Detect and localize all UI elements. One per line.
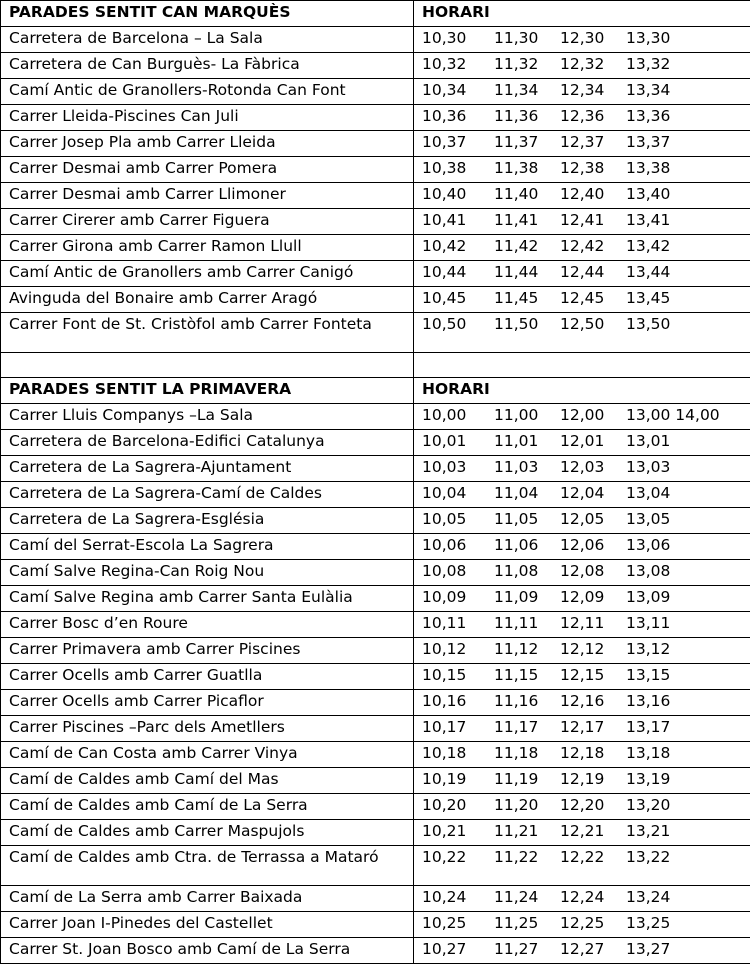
departure-time: 12,01 bbox=[560, 432, 626, 451]
table-row bbox=[1, 612, 750, 638]
stop-times bbox=[414, 508, 750, 534]
departure-time: 12,00 bbox=[560, 406, 626, 425]
stop-times bbox=[414, 105, 750, 131]
departure-time: 13,38 bbox=[626, 159, 670, 178]
departure-time: 10,00 bbox=[422, 406, 494, 425]
departure-time: 10,22 bbox=[422, 848, 494, 867]
stop-name: Camí Antic de Granollers amb Carrer Canigó bbox=[1, 261, 414, 287]
schedule-column-header: HORARI bbox=[414, 378, 750, 404]
stop-times bbox=[414, 287, 750, 313]
section-header-row bbox=[1, 378, 750, 404]
departure-time: 10,12 bbox=[422, 640, 494, 659]
departure-time: 10,40 bbox=[422, 185, 494, 204]
stop-name: Camí de Caldes amb Camí del Mas bbox=[1, 768, 414, 794]
departure-time: 10,04 bbox=[422, 484, 494, 503]
departure-time: 12,30 bbox=[560, 29, 626, 48]
departure-time: 12,15 bbox=[560, 666, 626, 685]
departure-time: 11,22 bbox=[494, 848, 560, 867]
stop-times bbox=[414, 912, 750, 938]
stop-times bbox=[414, 209, 750, 235]
departure-time: 11,19 bbox=[494, 770, 560, 789]
departure-time: 12,25 bbox=[560, 914, 626, 933]
table-row bbox=[1, 690, 750, 716]
stop-name: Carrer Piscines –Parc dels Ametllers bbox=[1, 716, 414, 742]
departure-time: 10,08 bbox=[422, 562, 494, 581]
table-row bbox=[1, 430, 750, 456]
departure-time: 12,37 bbox=[560, 133, 626, 152]
section-header-row bbox=[1, 1, 750, 27]
stop-times bbox=[414, 534, 750, 560]
empty-cell bbox=[1, 353, 414, 378]
departure-time: 13,17 bbox=[626, 718, 670, 737]
stop-times bbox=[414, 716, 750, 742]
departure-time: 10,06 bbox=[422, 536, 494, 555]
departure-time: 10,38 bbox=[422, 159, 494, 178]
departure-time: 11,36 bbox=[494, 107, 560, 126]
departure-time: 11,50 bbox=[494, 315, 560, 334]
table-row bbox=[1, 794, 750, 820]
stop-name: Carretera de Barcelona-Edifici Catalunya bbox=[1, 430, 414, 456]
departure-time: 11,05 bbox=[494, 510, 560, 529]
departure-time: 12,38 bbox=[560, 159, 626, 178]
departure-time: 10,24 bbox=[422, 888, 494, 907]
departure-time: 13,00 14,00 bbox=[626, 406, 720, 425]
departure-time: 12,45 bbox=[560, 289, 626, 308]
table-row bbox=[1, 768, 750, 794]
table-row bbox=[1, 287, 750, 313]
table-row bbox=[1, 820, 750, 846]
stop-name: Carrer Ocells amb Carrer Picaflor bbox=[1, 690, 414, 716]
departure-time: 10,44 bbox=[422, 263, 494, 282]
stop-times bbox=[414, 938, 750, 964]
departure-time: 13,22 bbox=[626, 848, 670, 867]
departure-time: 13,19 bbox=[626, 770, 670, 789]
stop-times bbox=[414, 768, 750, 794]
stop-times bbox=[414, 612, 750, 638]
departure-time: 10,42 bbox=[422, 237, 494, 256]
stop-name: Carretera de Can Burguès- La Fàbrica bbox=[1, 53, 414, 79]
departure-time: 11,24 bbox=[494, 888, 560, 907]
stop-times bbox=[414, 27, 750, 53]
departure-time: 11,44 bbox=[494, 263, 560, 282]
table-row bbox=[1, 404, 750, 430]
departure-time: 10,25 bbox=[422, 914, 494, 933]
table-row bbox=[1, 938, 750, 964]
stop-times bbox=[414, 456, 750, 482]
departure-time: 11,16 bbox=[494, 692, 560, 711]
departure-time: 10,36 bbox=[422, 107, 494, 126]
stop-name: Camí de La Serra amb Carrer Baixada bbox=[1, 886, 414, 912]
stops-column-header: PARADES SENTIT CAN MARQUÈS bbox=[1, 1, 414, 27]
table-row bbox=[1, 105, 750, 131]
departure-time: 13,18 bbox=[626, 744, 670, 763]
departure-time: 10,20 bbox=[422, 796, 494, 815]
departure-time: 11,15 bbox=[494, 666, 560, 685]
departure-time: 12,42 bbox=[560, 237, 626, 256]
departure-time: 10,21 bbox=[422, 822, 494, 841]
stop-name: Camí de Caldes amb Camí de La Serra bbox=[1, 794, 414, 820]
departure-time: 13,45 bbox=[626, 289, 670, 308]
departure-time: 10,18 bbox=[422, 744, 494, 763]
departure-time: 12,08 bbox=[560, 562, 626, 581]
stop-times bbox=[414, 261, 750, 287]
departure-time: 12,50 bbox=[560, 315, 626, 334]
departure-time: 10,45 bbox=[422, 289, 494, 308]
departure-time: 13,08 bbox=[626, 562, 670, 581]
departure-time: 13,32 bbox=[626, 55, 670, 74]
departure-time: 12,32 bbox=[560, 55, 626, 74]
departure-time: 11,09 bbox=[494, 588, 560, 607]
table-row bbox=[1, 183, 750, 209]
table-row bbox=[1, 27, 750, 53]
stop-times bbox=[414, 404, 750, 430]
table-row bbox=[1, 235, 750, 261]
departure-time: 13,44 bbox=[626, 263, 670, 282]
departure-time: 13,25 bbox=[626, 914, 670, 933]
stop-name: Avinguda del Bonaire amb Carrer Aragó bbox=[1, 287, 414, 313]
stop-name: Carrer Primavera amb Carrer Piscines bbox=[1, 638, 414, 664]
stop-name: Carrer Ocells amb Carrer Guatlla bbox=[1, 664, 414, 690]
departure-time: 13,50 bbox=[626, 315, 670, 334]
stop-times bbox=[414, 794, 750, 820]
stop-name: Carrer St. Joan Bosco amb Camí de La Serra bbox=[1, 938, 414, 964]
schedule-column-header: HORARI bbox=[414, 1, 750, 27]
departure-time: 12,27 bbox=[560, 940, 626, 959]
departure-time: 11,03 bbox=[494, 458, 560, 477]
stop-times bbox=[414, 886, 750, 912]
table-row bbox=[1, 716, 750, 742]
table-row bbox=[1, 157, 750, 183]
stop-name: Camí de Can Costa amb Carrer Vinya bbox=[1, 742, 414, 768]
departure-time: 11,42 bbox=[494, 237, 560, 256]
stop-name: Carrer Desmai amb Carrer Pomera bbox=[1, 157, 414, 183]
departure-time: 11,12 bbox=[494, 640, 560, 659]
schedule-body bbox=[1, 1, 750, 964]
departure-time: 13,21 bbox=[626, 822, 670, 841]
table-row bbox=[1, 131, 750, 157]
stop-times bbox=[414, 430, 750, 456]
table-row bbox=[1, 560, 750, 586]
departure-time: 13,03 bbox=[626, 458, 670, 477]
departure-time: 12,03 bbox=[560, 458, 626, 477]
departure-time: 13,06 bbox=[626, 536, 670, 555]
departure-time: 13,41 bbox=[626, 211, 670, 230]
stop-name: Camí Antic de Granollers-Rotonda Can Font bbox=[1, 79, 414, 105]
departure-time: 12,12 bbox=[560, 640, 626, 659]
stop-name: Carrer Joan I-Pinedes del Castellet bbox=[1, 912, 414, 938]
departure-time: 12,04 bbox=[560, 484, 626, 503]
stop-times bbox=[414, 131, 750, 157]
departure-time: 13,12 bbox=[626, 640, 670, 659]
departure-time: 11,17 bbox=[494, 718, 560, 737]
stop-name: Carretera de La Sagrera-Ajuntament bbox=[1, 456, 414, 482]
departure-time: 10,17 bbox=[422, 718, 494, 737]
departure-time: 11,34 bbox=[494, 81, 560, 100]
departure-time: 13,30 bbox=[626, 29, 670, 48]
stop-times bbox=[414, 846, 750, 886]
table-row bbox=[1, 742, 750, 768]
stop-name: Carrer Lleida-Piscines Can Juli bbox=[1, 105, 414, 131]
stop-name: Carretera de La Sagrera-Església bbox=[1, 508, 414, 534]
departure-time: 11,00 bbox=[494, 406, 560, 425]
departure-time: 12,22 bbox=[560, 848, 626, 867]
stop-times bbox=[414, 586, 750, 612]
departure-time: 11,18 bbox=[494, 744, 560, 763]
departure-time: 11,30 bbox=[494, 29, 560, 48]
stop-name: Carrer Desmai amb Carrer Llimoner bbox=[1, 183, 414, 209]
empty-cell bbox=[414, 353, 750, 378]
departure-time: 10,34 bbox=[422, 81, 494, 100]
stop-times bbox=[414, 235, 750, 261]
table-row bbox=[1, 846, 750, 886]
departure-time: 11,27 bbox=[494, 940, 560, 959]
departure-time: 10,27 bbox=[422, 940, 494, 959]
departure-time: 10,19 bbox=[422, 770, 494, 789]
stop-times bbox=[414, 638, 750, 664]
departure-time: 12,17 bbox=[560, 718, 626, 737]
table-row bbox=[1, 209, 750, 235]
departure-time: 10,16 bbox=[422, 692, 494, 711]
stop-name: Carrer Lluis Companys –La Sala bbox=[1, 404, 414, 430]
departure-time: 12,18 bbox=[560, 744, 626, 763]
stop-name: Camí del Serrat-Escola La Sagrera bbox=[1, 534, 414, 560]
table-row bbox=[1, 638, 750, 664]
stop-times bbox=[414, 313, 750, 353]
stop-times bbox=[414, 157, 750, 183]
stop-name: Camí Salve Regina amb Carrer Santa Eulàlia bbox=[1, 586, 414, 612]
departure-time: 10,30 bbox=[422, 29, 494, 48]
table-row bbox=[1, 53, 750, 79]
departure-time: 11,21 bbox=[494, 822, 560, 841]
stop-name: Carrer Josep Pla amb Carrer Lleida bbox=[1, 131, 414, 157]
stop-times bbox=[414, 690, 750, 716]
departure-time: 10,03 bbox=[422, 458, 494, 477]
departure-time: 11,11 bbox=[494, 614, 560, 633]
stop-name: Camí de Caldes amb Ctra. de Terrassa a Mataró bbox=[1, 846, 414, 886]
stop-name: Carrer Girona amb Carrer Ramon Llull bbox=[1, 235, 414, 261]
stop-name: Carrer Cirerer amb Carrer Figuera bbox=[1, 209, 414, 235]
table-row bbox=[1, 482, 750, 508]
departure-time: 13,34 bbox=[626, 81, 670, 100]
departure-time: 10,01 bbox=[422, 432, 494, 451]
departure-time: 13,27 bbox=[626, 940, 670, 959]
departure-time: 11,06 bbox=[494, 536, 560, 555]
table-row bbox=[1, 79, 750, 105]
stop-times bbox=[414, 79, 750, 105]
departure-time: 10,37 bbox=[422, 133, 494, 152]
departure-time: 11,08 bbox=[494, 562, 560, 581]
departure-time: 12,44 bbox=[560, 263, 626, 282]
departure-time: 13,04 bbox=[626, 484, 670, 503]
departure-time: 10,41 bbox=[422, 211, 494, 230]
departure-time: 13,20 bbox=[626, 796, 670, 815]
departure-time: 13,11 bbox=[626, 614, 670, 633]
departure-time: 13,40 bbox=[626, 185, 670, 204]
departure-time: 13,42 bbox=[626, 237, 670, 256]
departure-time: 13,15 bbox=[626, 666, 670, 685]
stop-times bbox=[414, 183, 750, 209]
spacer-row bbox=[1, 353, 750, 378]
stop-times bbox=[414, 664, 750, 690]
table-row bbox=[1, 886, 750, 912]
table-row bbox=[1, 586, 750, 612]
departure-time: 13,16 bbox=[626, 692, 670, 711]
stop-times bbox=[414, 742, 750, 768]
departure-time: 11,04 bbox=[494, 484, 560, 503]
stop-name: Carrer Bosc d’en Roure bbox=[1, 612, 414, 638]
stop-name: Carretera de La Sagrera-Camí de Caldes bbox=[1, 482, 414, 508]
departure-time: 12,34 bbox=[560, 81, 626, 100]
stop-times bbox=[414, 53, 750, 79]
departure-time: 12,24 bbox=[560, 888, 626, 907]
departure-time: 10,32 bbox=[422, 55, 494, 74]
departure-time: 12,16 bbox=[560, 692, 626, 711]
departure-time: 11,38 bbox=[494, 159, 560, 178]
stop-name: Camí Salve Regina-Can Roig Nou bbox=[1, 560, 414, 586]
departure-time: 11,32 bbox=[494, 55, 560, 74]
stop-name: Carrer Font de St. Cristòfol amb Carrer Fonteta bbox=[1, 313, 414, 353]
departure-time: 12,05 bbox=[560, 510, 626, 529]
departure-time: 12,06 bbox=[560, 536, 626, 555]
stop-times bbox=[414, 820, 750, 846]
departure-time: 12,11 bbox=[560, 614, 626, 633]
departure-time: 12,21 bbox=[560, 822, 626, 841]
table-row bbox=[1, 456, 750, 482]
stop-times bbox=[414, 560, 750, 586]
departure-time: 12,40 bbox=[560, 185, 626, 204]
departure-time: 11,20 bbox=[494, 796, 560, 815]
table-row bbox=[1, 313, 750, 353]
departure-time: 11,40 bbox=[494, 185, 560, 204]
departure-time: 13,05 bbox=[626, 510, 670, 529]
departure-time: 13,37 bbox=[626, 133, 670, 152]
departure-time: 12,19 bbox=[560, 770, 626, 789]
departure-time: 12,41 bbox=[560, 211, 626, 230]
departure-time: 11,01 bbox=[494, 432, 560, 451]
departure-time: 11,25 bbox=[494, 914, 560, 933]
table-row bbox=[1, 261, 750, 287]
departure-time: 10,09 bbox=[422, 588, 494, 607]
table-row bbox=[1, 912, 750, 938]
departure-time: 13,24 bbox=[626, 888, 670, 907]
departure-time: 10,15 bbox=[422, 666, 494, 685]
departure-time: 10,05 bbox=[422, 510, 494, 529]
stop-times bbox=[414, 482, 750, 508]
departure-time: 11,41 bbox=[494, 211, 560, 230]
departure-time: 12,20 bbox=[560, 796, 626, 815]
departure-time: 13,36 bbox=[626, 107, 670, 126]
departure-time: 11,37 bbox=[494, 133, 560, 152]
table-row bbox=[1, 664, 750, 690]
departure-time: 12,09 bbox=[560, 588, 626, 607]
table-row bbox=[1, 534, 750, 560]
departure-time: 13,09 bbox=[626, 588, 670, 607]
departure-time: 12,36 bbox=[560, 107, 626, 126]
departure-time: 10,50 bbox=[422, 315, 494, 334]
stop-name: Camí de Caldes amb Carrer Maspujols bbox=[1, 820, 414, 846]
table-row bbox=[1, 508, 750, 534]
departure-time: 13,01 bbox=[626, 432, 670, 451]
stop-name: Carretera de Barcelona – La Sala bbox=[1, 27, 414, 53]
stops-column-header: PARADES SENTIT LA PRIMAVERA bbox=[1, 378, 414, 404]
departure-time: 11,45 bbox=[494, 289, 560, 308]
departure-time: 10,11 bbox=[422, 614, 494, 633]
